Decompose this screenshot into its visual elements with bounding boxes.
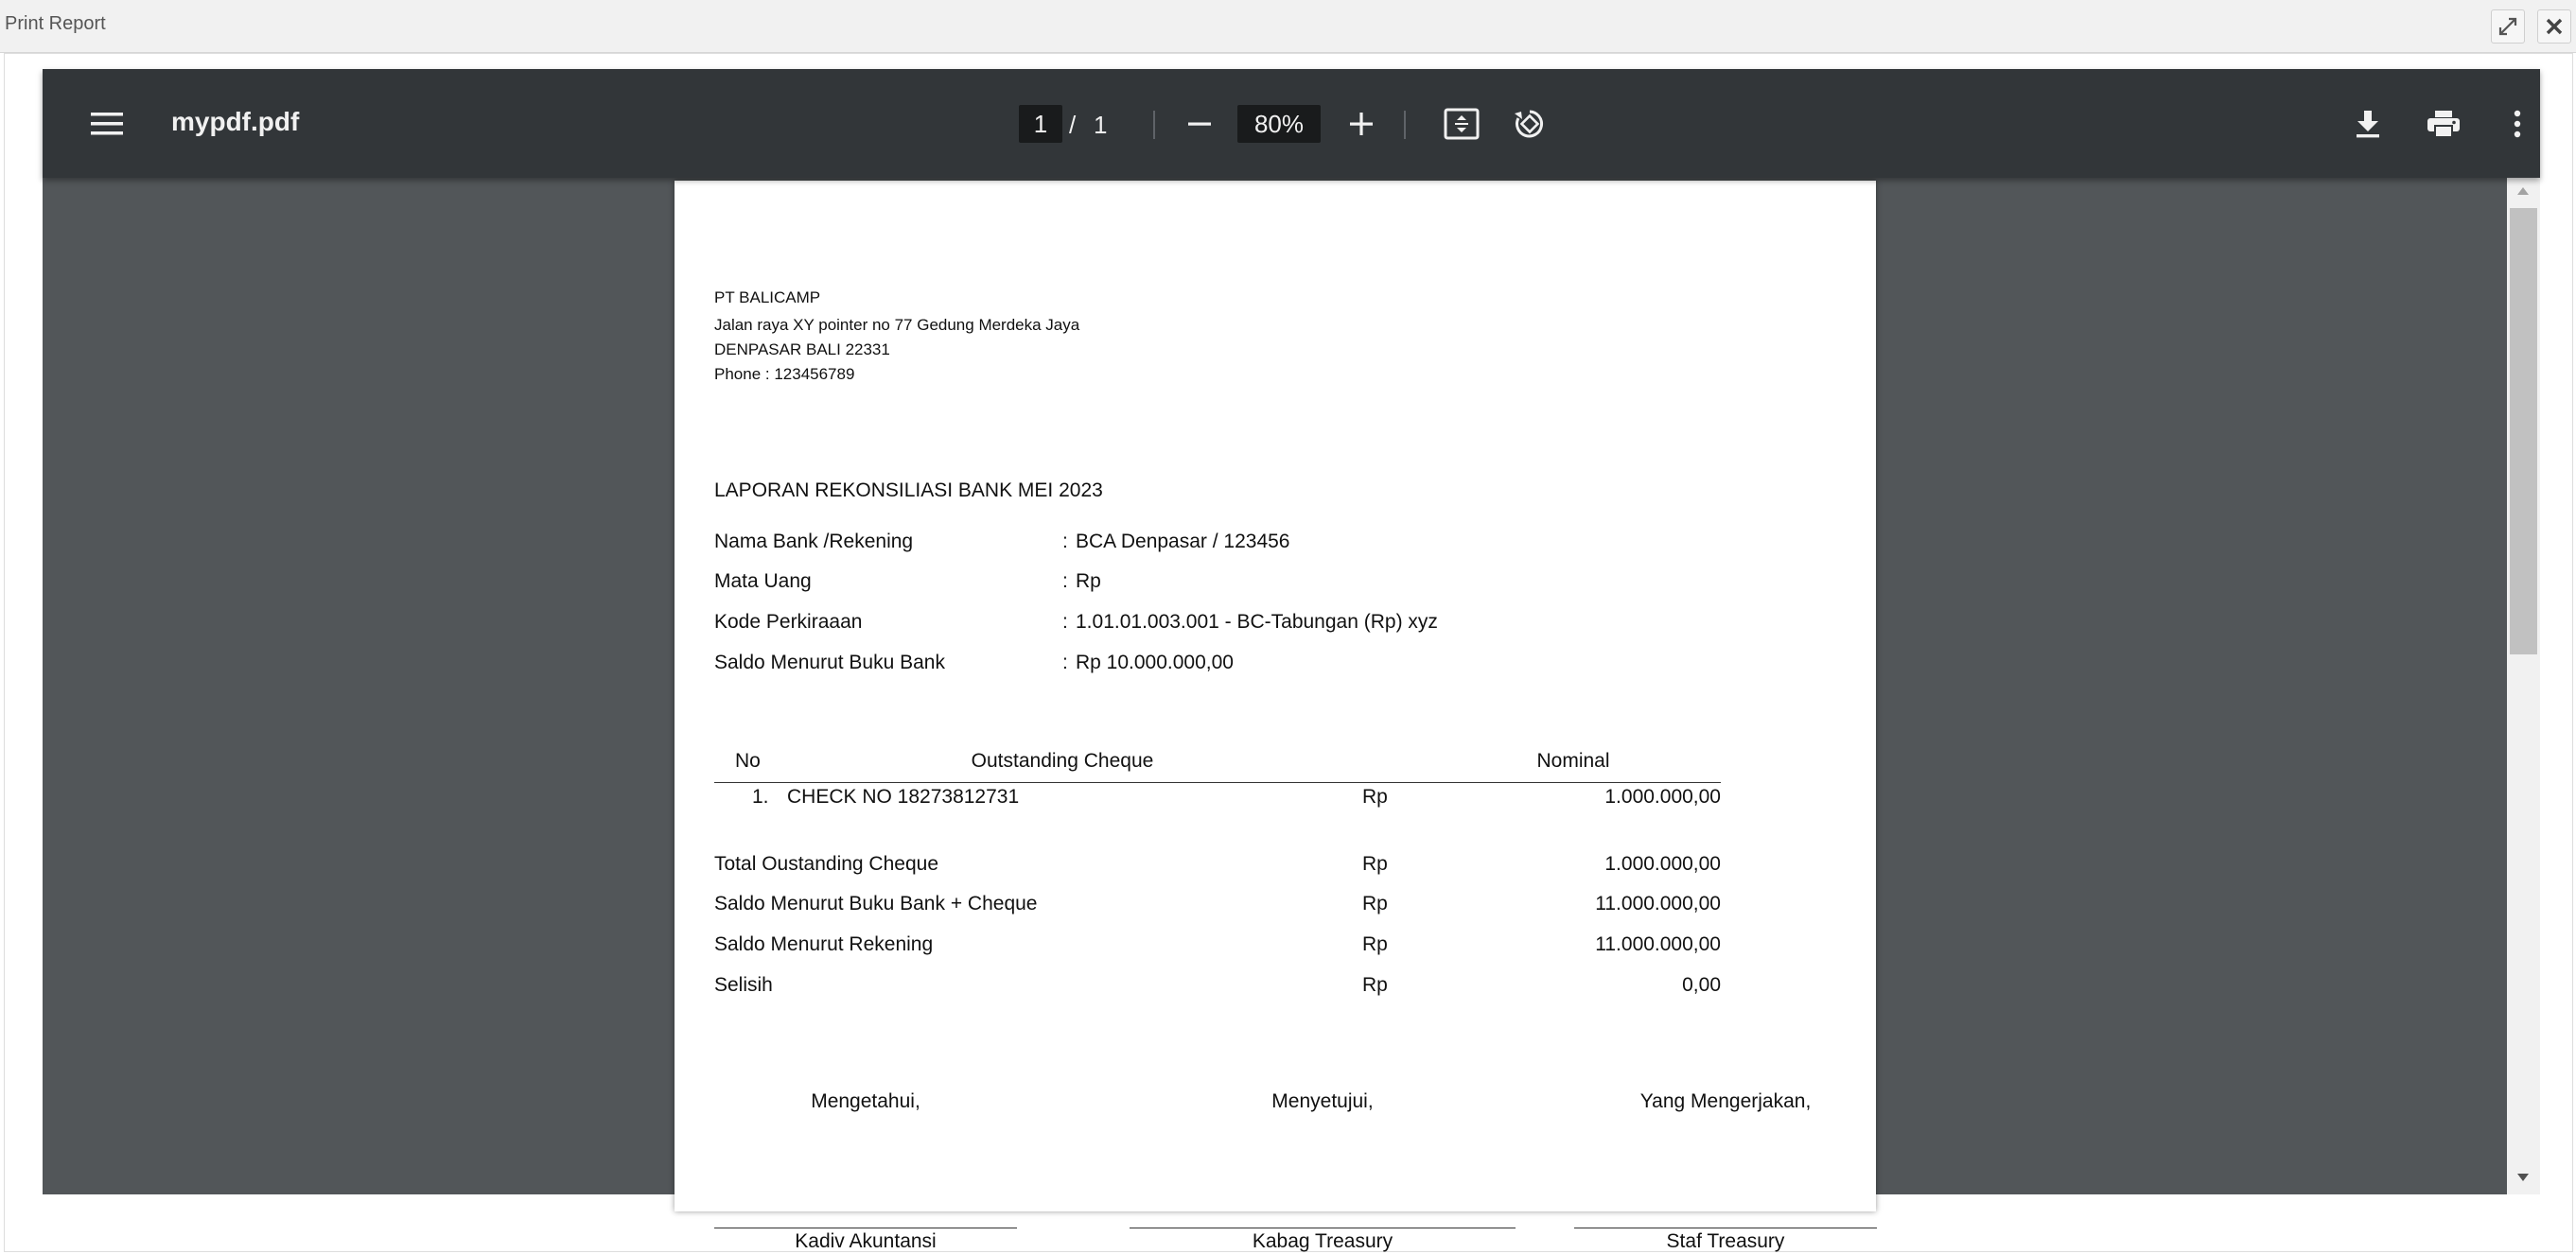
- scroll-up-button[interactable]: [2513, 181, 2533, 201]
- maximize-button[interactable]: [2491, 9, 2525, 44]
- print-icon: [2427, 109, 2461, 139]
- toolbar-divider: [1404, 111, 1406, 139]
- more-vert-icon: [2513, 110, 2522, 138]
- zoom-out-button[interactable]: [1181, 105, 1218, 143]
- file-title: mypdf.pdf: [171, 107, 300, 136]
- summary-currency: Rp: [1362, 974, 1388, 996]
- table-header-nominal: Nominal: [1536, 750, 1610, 772]
- summary-label: Total Oustanding Cheque: [714, 853, 938, 875]
- signature-role: Staf Treasury: [1666, 1230, 1785, 1252]
- zoom-out-icon: [1186, 111, 1213, 137]
- pdf-page: [675, 181, 1876, 1252]
- scroll-down-arrow-icon: [2516, 1173, 2530, 1182]
- rotate-button[interactable]: [1509, 103, 1551, 145]
- summary-currency: Rp: [1362, 893, 1388, 914]
- info-label: Kode Perkiraaan: [714, 611, 863, 633]
- table-header-rule: [714, 782, 1721, 783]
- zoom-in-button[interactable]: [1342, 105, 1380, 143]
- info-separator: :: [1062, 531, 1068, 552]
- summary-amount: 11.000.000,00: [1595, 933, 1721, 955]
- download-button[interactable]: [2347, 103, 2389, 145]
- print-button[interactable]: [2422, 103, 2465, 145]
- rotate-icon: [1512, 106, 1548, 142]
- fit-page-icon: [1444, 108, 1480, 140]
- dialog-header: [0, 0, 2576, 53]
- table-header-no: No: [735, 750, 761, 772]
- company-name: PT BALICAMP: [714, 288, 821, 306]
- summary-label: Saldo Menurut Rekening: [714, 933, 934, 955]
- menu-button[interactable]: [88, 105, 126, 143]
- table-cell-currency: Rp: [1362, 786, 1388, 808]
- info-label: Nama Bank /Rekening: [714, 531, 914, 552]
- info-value: Rp 10.000.000,00: [1076, 652, 1234, 673]
- summary-amount: 0,00: [1682, 974, 1721, 996]
- info-separator: :: [1062, 652, 1068, 673]
- menu-icon: [91, 111, 123, 137]
- info-label: Mata Uang: [714, 570, 812, 592]
- signature-heading: Mengetahui,: [811, 1090, 920, 1112]
- pdf-viewer: [43, 69, 2540, 1252]
- zoom-level-input[interactable]: 80%: [1237, 105, 1321, 143]
- fit-page-button[interactable]: [1441, 103, 1482, 145]
- info-separator: :: [1062, 570, 1068, 592]
- expand-arrows-icon: [2497, 16, 2518, 37]
- summary-label: Saldo Menurut Buku Bank + Cheque: [714, 893, 1038, 914]
- page-separator: /: [1069, 111, 1077, 139]
- info-separator: :: [1062, 611, 1068, 633]
- table-cell-description: CHECK NO 18273812731: [787, 786, 1020, 808]
- signature-role: Kabag Treasury: [1252, 1230, 1393, 1252]
- table-cell-amount: 1.000.000,00: [1604, 786, 1721, 808]
- signature-heading: Menyetujui,: [1271, 1090, 1374, 1112]
- company-address: Jalan raya XY pointer no 77 Gedung Merdeka Jaya: [714, 316, 1080, 334]
- download-icon: [2354, 109, 2382, 139]
- summary-currency: Rp: [1362, 853, 1388, 875]
- report-title: LAPORAN REKONSILIASI BANK MEI 2023: [714, 479, 1103, 501]
- zoom-in-icon: [1348, 111, 1375, 137]
- close-x-icon: [2544, 16, 2565, 37]
- summary-currency: Rp: [1362, 933, 1388, 955]
- signature-role: Kadiv Akuntansi: [795, 1230, 937, 1252]
- summary-amount: 11.000.000,00: [1595, 893, 1721, 914]
- table-header-description: Outstanding Cheque: [971, 750, 1154, 772]
- company-city: DENPASAR BALI 22331: [714, 340, 890, 358]
- info-value: 1.01.01.003.001 - BC-Tabungan (Rp) xyz: [1076, 611, 1438, 633]
- more-options-button[interactable]: [2500, 103, 2534, 145]
- info-value: Rp: [1076, 570, 1101, 592]
- scrollbar-thumb[interactable]: [2510, 208, 2537, 654]
- summary-amount: 1.000.000,00: [1604, 853, 1721, 875]
- info-value: BCA Denpasar / 123456: [1076, 531, 1290, 552]
- info-label: Saldo Menurut Buku Bank: [714, 652, 945, 673]
- close-button[interactable]: [2537, 9, 2571, 44]
- toolbar-divider: [1153, 111, 1155, 139]
- signature-heading: Yang Mengerjakan,: [1639, 1090, 1812, 1112]
- scroll-down-button[interactable]: [2513, 1167, 2533, 1188]
- company-phone: Phone : 123456789: [714, 365, 855, 383]
- pdf-toolbar: [43, 69, 2540, 178]
- table-cell-no: 1.: [752, 786, 769, 808]
- scroll-up-arrow-icon: [2516, 186, 2530, 196]
- page-number-input[interactable]: 1: [1019, 105, 1062, 143]
- dialog-title: Print Report: [5, 13, 106, 34]
- summary-label: Selisih: [714, 974, 773, 996]
- page-total: 1: [1094, 111, 1108, 139]
